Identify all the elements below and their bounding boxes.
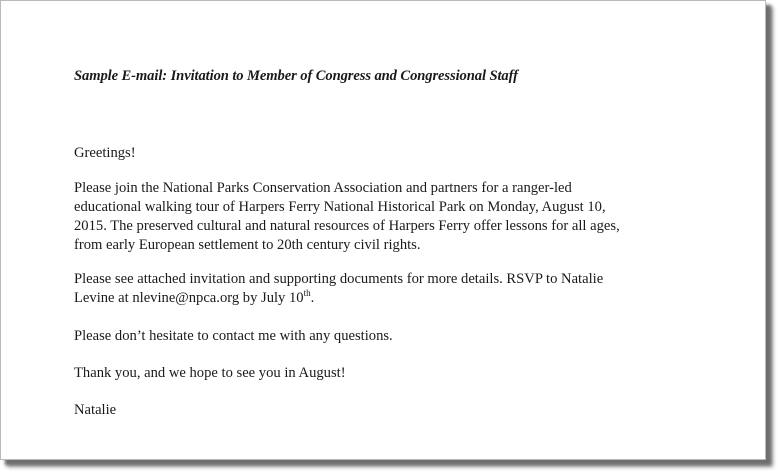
sentence-end: . xyxy=(310,290,315,306)
contact-paragraph: Please don’t hesitate to contact me with any questions. xyxy=(74,328,393,344)
document-title: Sample E-mail: Invitation to Member of Congress and Congressional Staff xyxy=(74,68,518,84)
paragraph-line: from early European settlement to 20th century civil rights. xyxy=(74,237,421,253)
greeting: Greetings! xyxy=(74,145,136,161)
rsvp-line: Levine at nlevine@npca.org by July 10 xyxy=(74,290,304,306)
paragraph-line: Please join the National Parks Conservation Association and partners for a ranger-led xyxy=(74,180,572,196)
rsvp-paragraph xyxy=(74,270,714,308)
signature-name: Natalie xyxy=(74,402,117,418)
paragraph-line: educational walking tour of Harpers Ferry National Historical Park on Monday, August 10, xyxy=(74,199,606,215)
invitation-paragraph xyxy=(74,179,714,255)
email-document xyxy=(74,67,714,418)
paragraph-line: Please see attached invitation and supporting documents for more details. RSVP to Natalie xyxy=(74,271,604,287)
thanks-paragraph: Thank you, and we hope to see you in August! xyxy=(74,365,346,381)
paragraph-line: 2015. The preserved cultural and natural resources of Harpers Ferry offer lessons for all ages, xyxy=(74,218,620,234)
ordinal-suffix: th xyxy=(303,288,311,298)
